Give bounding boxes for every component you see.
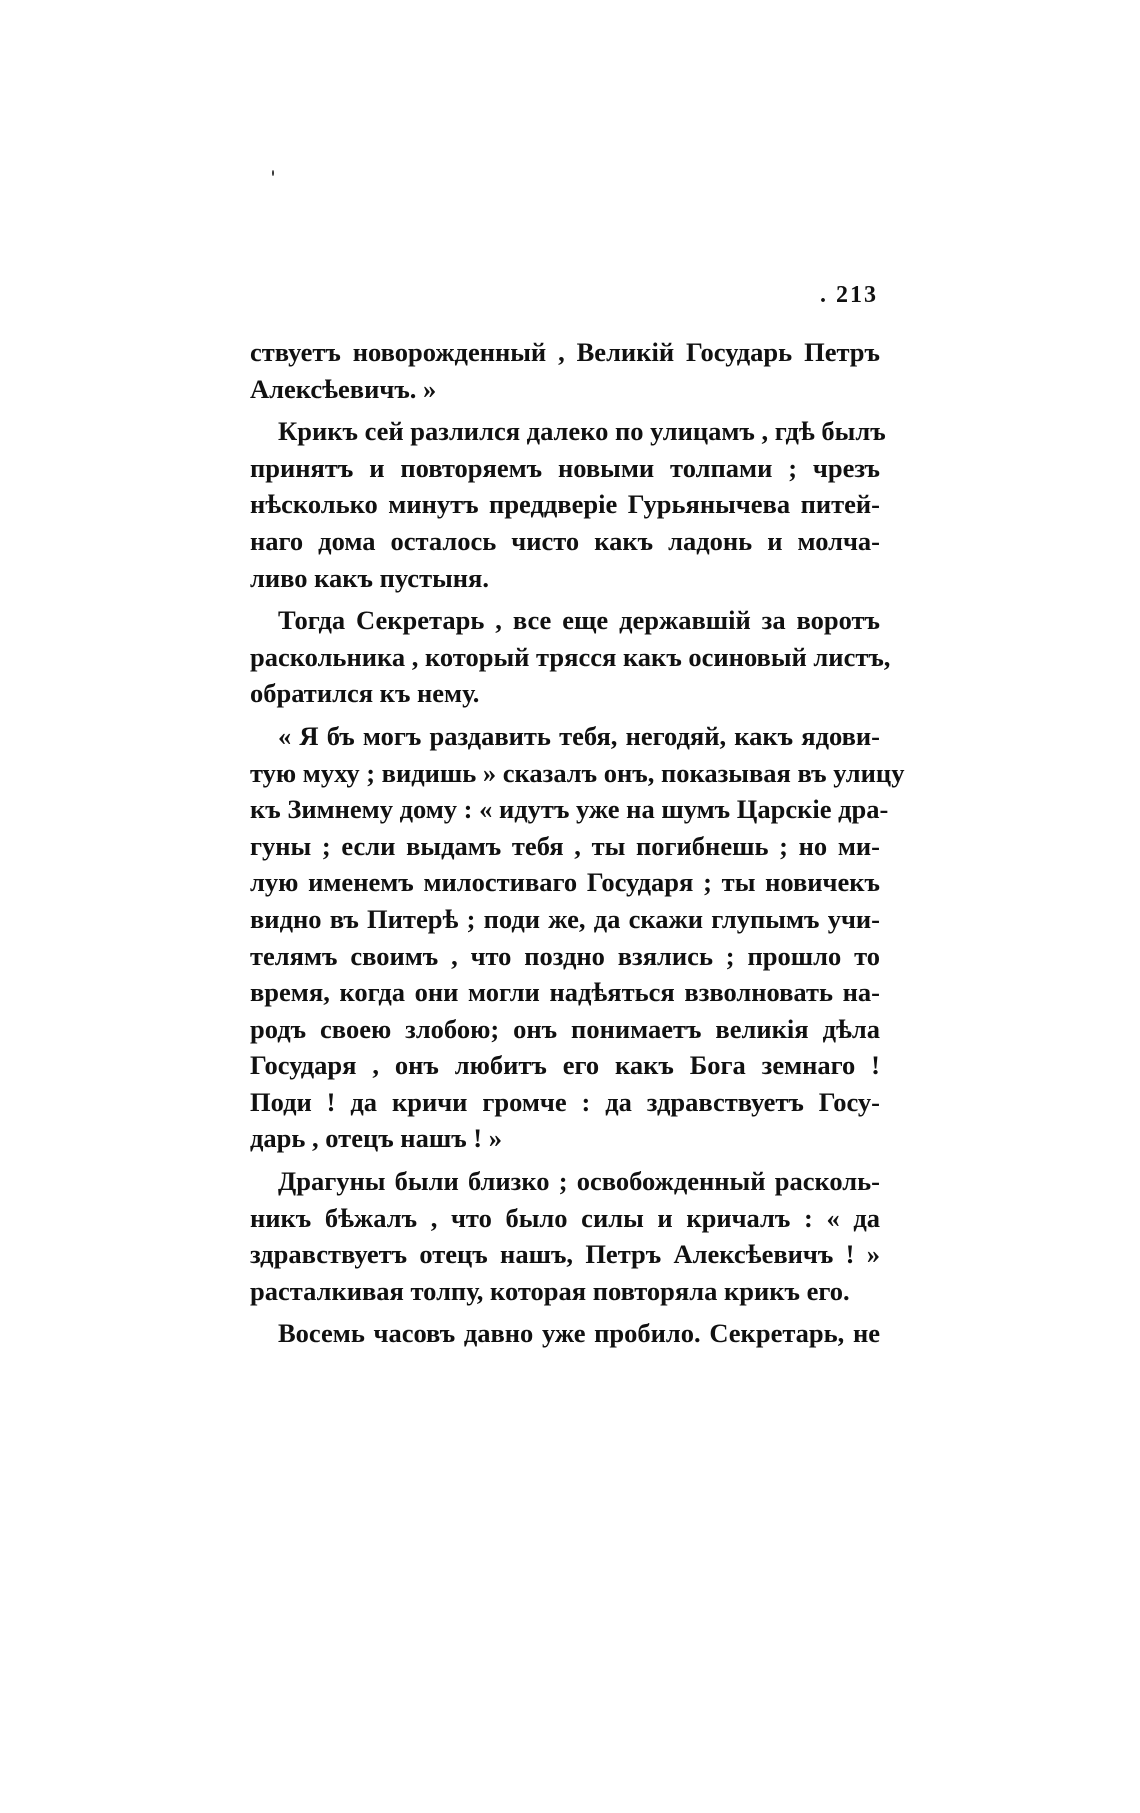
text-line: нѣсколько минутъ преддверіе Гурьянычева питей-	[250, 489, 880, 520]
text-line: время, когда они могли надѣяться взволновать на-	[250, 977, 880, 1008]
text-line: ствуетъ новорожденный , Великій Государь Петръ	[250, 337, 880, 367]
text-line: расталкивая толпу, которая повторяла крикъ его.	[250, 1275, 850, 1306]
text-line: Крикъ сей разлился далеко по улицамъ , гдѣ былъ	[278, 416, 886, 447]
text-line: дарь , отецъ нашъ ! »	[250, 1123, 502, 1154]
text-line: раскольника , который трясся какъ осиновый листъ,	[250, 641, 891, 672]
text-line: наго дома осталось чисто какъ ладонь и молча-	[250, 525, 880, 556]
text-line: здравствуетъ отецъ нашъ, Петръ Алексѣевичъ ! »	[250, 1239, 880, 1270]
text-line: Драгуны были близко ; освобожденный расколь-	[278, 1166, 880, 1197]
text-line: ливо какъ пустыня.	[250, 562, 490, 593]
text-line: « Я бъ могъ раздавить тебя, негодяй, какъ ядови-	[278, 720, 880, 751]
text-line: Поди ! да кричи громче : да здравствуетъ Госу-	[250, 1086, 880, 1117]
text-line: телямъ своимъ , что поздно взялись ; прошло то	[250, 940, 880, 971]
text-line: къ Зимнему дому : « идутъ уже на шумъ Царскіе дра-	[250, 794, 889, 825]
text-line: гуны ; если выдамъ тебя , ты погибнешь ; но ми-	[250, 830, 880, 861]
stray-ink-mark	[272, 170, 274, 176]
text-line: видно въ Питерѣ ; поди же, да скажи глупымъ учи-	[250, 903, 880, 934]
text-line: Алексѣевичъ. »	[250, 373, 437, 404]
text-line: Тогда Секретарь , все еще державшій за воротъ	[278, 605, 880, 636]
body-text	[250, 334, 905, 1352]
text-line: принятъ и повторяемъ новыми толпами ; чрезъ	[250, 452, 880, 483]
text-line: Восемь часовъ давно уже пробило. Секретарь, не	[278, 1318, 880, 1349]
text-line: тую муху ; видишь » сказалъ онъ, показывая въ улицу	[250, 757, 905, 788]
page-number: . 213	[820, 282, 878, 308]
text-line: Государя , онъ любитъ его какъ Бога земнаго !	[250, 1050, 880, 1081]
text-line: лую именемъ милостиваго Государя ; ты новичекъ	[250, 867, 880, 898]
text-line: обратился къ нему.	[250, 678, 480, 709]
text-line: никъ бѣжалъ , что было силы и кричалъ : « да	[250, 1202, 880, 1233]
text-line: родъ своею злобою; онъ понимаетъ великія дѣла	[250, 1013, 880, 1044]
